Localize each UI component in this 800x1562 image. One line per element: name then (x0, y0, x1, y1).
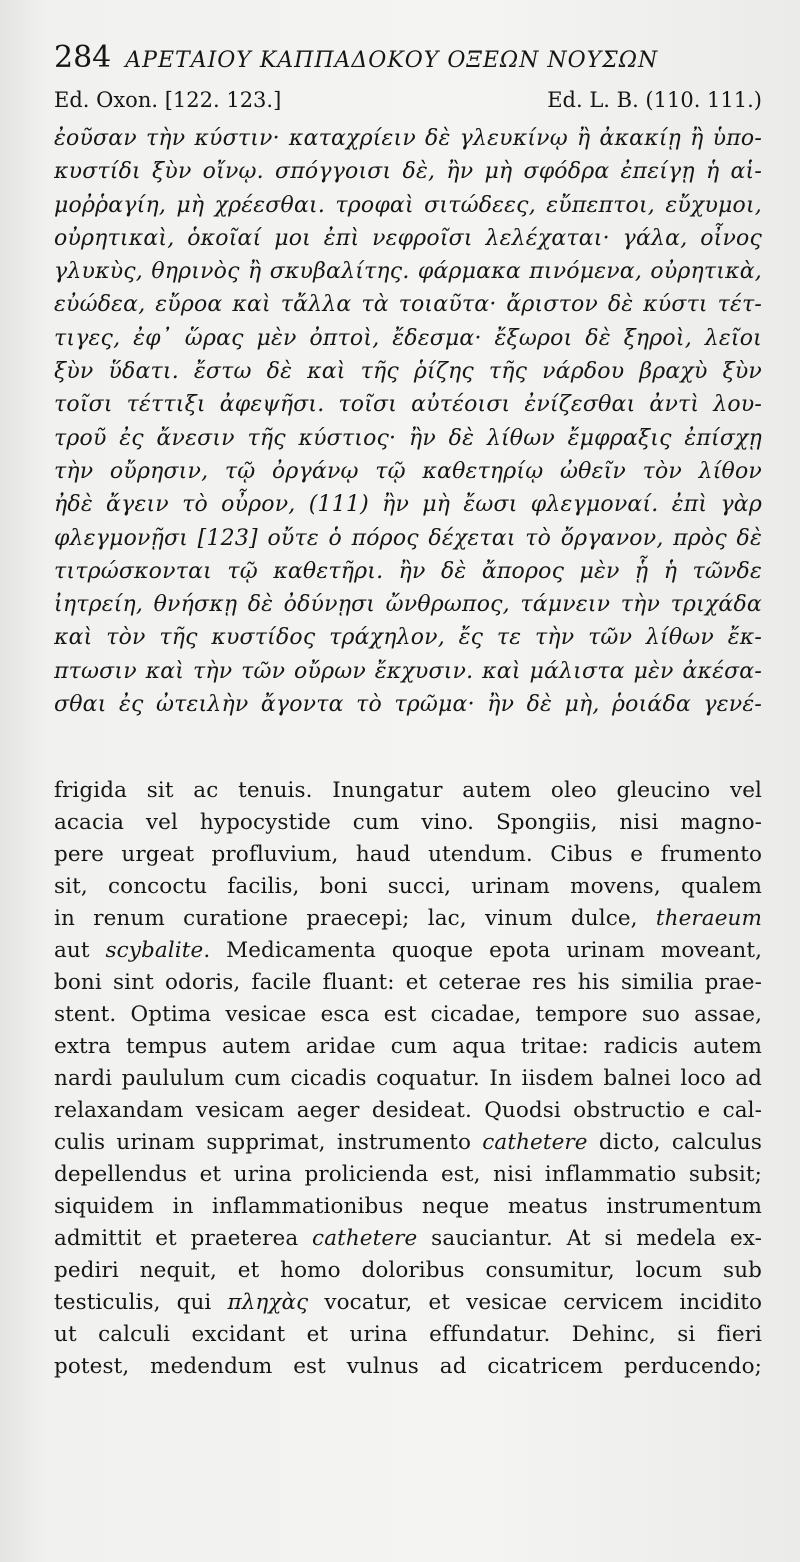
latin-text-segment: depellendus et urina prolicienda est, nisi inflammatio subsit; (54, 1162, 762, 1188)
latin-line (54, 839, 762, 871)
greek-line: ξὺν ὕδατι. ἔστω δὲ καὶ τῆς ῥίζης τῆς νάρδου βραχὺ ξὺν (54, 359, 762, 385)
latin-text-block (54, 775, 762, 1383)
latin-text-segment: relaxandam vesicam aeger desideat. Quodsi obstructio e cal- (54, 1098, 762, 1124)
greek-line: εὐώδεα, εὔροα καὶ τἄλλα τὰ τοιαῦτα· ἄριστον δὲ κύστι τέτ- (54, 292, 762, 318)
latin-line (54, 1191, 762, 1223)
latin-text-segment: in renum curatione praecepi; lac, vinum dulce, (54, 906, 656, 932)
latin-line (54, 967, 762, 999)
latin-line (54, 999, 762, 1031)
latin-line (54, 1127, 762, 1159)
latin-text-segment: nardi paululum cum cicadis coquatur. In iisdem balnei loco ad (54, 1066, 762, 1092)
section-gap (54, 721, 762, 761)
latin-text-segment: pediri nequit, et homo doloribus consumitur, locum sub (54, 1258, 762, 1284)
edition-lb: Ed. L. B. (110. 111.) (547, 88, 762, 112)
latin-text-segment: potest, medendum est vulnus ad cicatricem perducendo; (54, 1354, 762, 1380)
latin-text-segment: siquidem in inflammationibus neque meatus instrumentum (54, 1194, 762, 1220)
latin-line (54, 807, 762, 839)
latin-text-segment: aut (54, 938, 106, 964)
greek-line: κυστίδι ξὺν οἴνῳ. σπόγγοισι δὲ, ἢν μὴ σφόδρα ἐπείγῃ ἡ αἱ- (54, 159, 762, 185)
latin-line (54, 1031, 762, 1063)
latin-line (54, 775, 762, 807)
greek-line: φλεγμονῇσι [123] οὔτε ὁ πόρος δέχεται τὸ ὄργανον, πρὸς δὲ (54, 525, 762, 551)
latin-text-segment: sauciantur. At si medela ex- (417, 1226, 762, 1252)
latin-italic-term: cathetere (312, 1226, 418, 1252)
greek-line: τοῖσι τέττιξι ἀφεψῆσι. τοῖσι αὐτέοισι ἐνίζεσθαι ἀντὶ λου- (54, 392, 762, 418)
latin-line (54, 1223, 762, 1255)
latin-line (54, 1319, 762, 1351)
latin-line (54, 1159, 762, 1191)
latin-text-segment: . Medicamenta quoque epota urinam moveant, (203, 938, 762, 964)
latin-text-segment: testiculis, qui (54, 1290, 228, 1316)
latin-line (54, 903, 762, 935)
greek-line: οὐρητικαὶ, ὁκοῖαί μοι ἐπὶ νεφροῖσι λελέχαται· γάλα, οἶνος (54, 225, 762, 251)
greek-line: ἐοῦσαν τὴν κύστιν· καταχρίειν δὲ γλευκίνῳ ἢ ἀκακίῃ ἢ ὑπο- (54, 126, 762, 151)
greek-line: τιγες, ἐφ᾽ ὥρας μὲν ὀπτοὶ, ἔδεσμα· ἔξωροι δὲ ξηροὶ, λεῖοι (54, 325, 762, 351)
running-title: ΑΡΕΤΑΙΟΥ ΚΑΠΠΑΔΟΚΟΥ ΟΞΕΩΝ ΝΟΥΣΩΝ (125, 48, 659, 73)
latin-text-segment: vocatur, et vesicae cervicem incidito (308, 1290, 762, 1316)
greek-line: ἠδὲ ἄγειν τὸ οὖρον, (111) ἢν μὴ ἔωσι φλεγμοναί. ἐπὶ γὰρ (54, 492, 762, 518)
latin-text-segment: admittit et praeterea (54, 1226, 313, 1252)
latin-italic-term: theraeum (655, 906, 762, 932)
latin-line (54, 935, 762, 967)
latin-italic-term: cathetere (482, 1130, 588, 1156)
latin-line (54, 1255, 762, 1287)
latin-line (54, 1351, 762, 1383)
latin-line (54, 871, 762, 903)
latin-italic-term: scybalite (105, 938, 204, 964)
latin-italic-term: πληχὰς (227, 1290, 309, 1316)
latin-line (54, 1095, 762, 1127)
greek-line: τροῦ ἐς ἄνεσιν τῆς κύστιος· ἢν δὲ λίθων ἔμφραξις ἐπίσχῃ (54, 425, 762, 451)
page-number: 284 (54, 40, 112, 75)
greek-text-block (54, 122, 762, 721)
running-head (54, 40, 762, 84)
latin-text-segment: dicto, calculus (587, 1130, 762, 1156)
latin-text-segment: frigida sit ac tenuis. Inungatur autem oleo gleucino vel (54, 778, 762, 804)
greek-line: τὴν οὔρησιν, τῷ ὀργάνῳ τῷ καθετηρίῳ ὠθεῖν τὸν λίθον (54, 458, 762, 484)
latin-text-segment: culis urinam supprimat, instrumento (54, 1130, 483, 1156)
latin-line (54, 1287, 762, 1319)
greek-line: σθαι ἐς ὠτειλὴν ἄγοντα τὸ τρῶμα· ἢν δὲ μὴ, ῥοιάδα γενέ- (54, 692, 762, 718)
greek-line: πτωσιν καὶ τὴν τῶν οὔρων ἔκχυσιν. καὶ μάλιστα μὲν ἀκέσα- (54, 658, 762, 684)
latin-text-segment: boni sint odoris, facile fluant: et ceterae res his similia prae- (54, 970, 762, 996)
latin-text-segment: ut calculi excidant et urina effundatur. Dehinc, si fieri (54, 1322, 762, 1348)
latin-text-segment: sit, concoctu facilis, boni succi, urinam movens, qualem (54, 874, 762, 900)
greek-line: τιτρώσκονται τῷ καθετῆρι. ἢν δὲ ἄπορος μὲν ᾗ ἡ τῶνδε (54, 558, 762, 584)
latin-line (54, 1063, 762, 1095)
latin-text-segment: acacia vel hypocystide cum vino. Spongiis, nisi magno- (54, 810, 762, 836)
greek-line: μοῤῥαγίη, μὴ χρέεσθαι. τροφαὶ σιτώδεες, εὔπεπτοι, εὔχυμοι, (54, 192, 762, 218)
edition-oxon: Ed. Oxon. [122. 123.] (54, 88, 282, 112)
greek-line: γλυκὺς, θηρινὸς ἢ σκυβαλίτης. φάρμακα πινόμενα, οὐρητικὰ, (54, 259, 762, 285)
edition-references (54, 88, 762, 122)
latin-text-segment: extra tempus autem aridae cum aqua tritae: radicis autem (54, 1034, 762, 1060)
greek-line: ἰητρείη, θνήσκῃ δὲ ὀδύνῃσι ὤνθρωπος, τάμνειν τὴν τριχάδα (54, 592, 762, 618)
latin-text-segment: pere urgeat profluvium, haud utendum. Cibus e frumento (54, 842, 762, 868)
greek-line: καὶ τὸν τῆς κυστίδος τράχηλον, ἔς τε τὴν τῶν λίθων ἔκ- (54, 625, 762, 651)
latin-text-segment: stent. Optima vesicae esca est cicadae, tempore suo assae, (54, 1002, 762, 1028)
